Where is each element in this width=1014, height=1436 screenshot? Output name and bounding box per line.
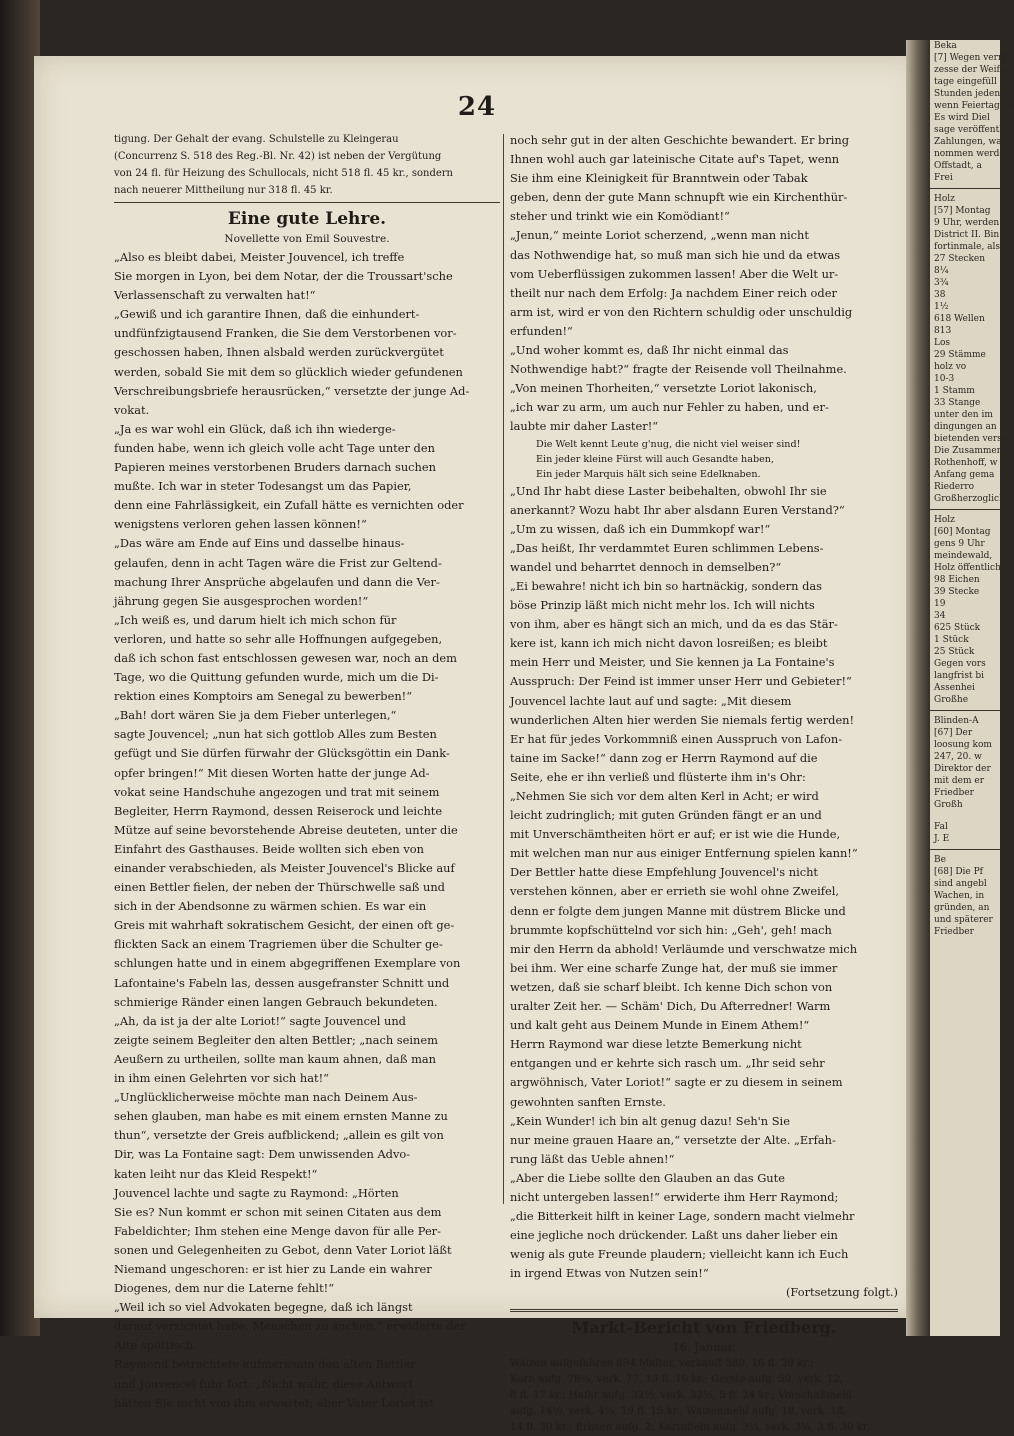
text-line: geschossen haben, Ihnen alsbald werden zurückvergütet [114, 345, 444, 360]
text-line: wunderlichen Alten hier werden Sie niemals fertig werden! [510, 712, 855, 727]
adjacent-page-line: Rothenhoff, w [934, 458, 998, 468]
adjacent-page-line: Riederro [934, 482, 975, 492]
adjacent-page-line: 39 Stecke [934, 587, 980, 597]
text-line: sagte Jouvencel; „nun hat sich gottlob Alles zum Besten [114, 727, 437, 742]
market-line: aufg. 14½, verk. 4½, 19 fl. 15 kr.; Waizenmehl aufg. 18, verk. 18, [510, 1405, 847, 1417]
adjacent-page-line: 19 [934, 599, 946, 609]
adjacent-page-line: nommen werde [934, 149, 1005, 159]
text-line: hätten Sie nicht von ihm erwartet; aber Vater Loriot ist [114, 1395, 434, 1410]
adjacent-page-line: Assenhei [934, 683, 975, 693]
adjacent-page-line: gens 9 Uhr [934, 539, 985, 549]
adjacent-page-line: Großhe [934, 695, 969, 705]
adjacent-page-line: loosung kom [934, 740, 992, 750]
text-line: Tage, wo die Quittung gefunden wurde, mich um die Di- [114, 670, 439, 685]
text-line: Mütze auf seine bevorstehende Abreise deuteten, unter die [114, 822, 458, 837]
adjacent-page-divider [930, 811, 1000, 821]
text-line: nur meine grauen Haare an,“ versetzte der Alte. „Erfah- [510, 1132, 836, 1147]
text-line: taine im Sacke!“ dann zog er Herrn Raymond auf die [510, 750, 818, 765]
market-report-text [510, 1356, 898, 1436]
text-line: entgangen und er kehrte sich rasch um. „Ihr seid sehr [510, 1056, 825, 1071]
text-line: „Und Ihr habt diese Laster beibehalten, obwohl Ihr sie [510, 483, 827, 498]
text-line: Einfahrt des Gasthauses. Beide wollten sich eben von [114, 841, 424, 856]
text-line: „Nehmen Sie sich vor dem alten Kerl in Acht; er wird [510, 789, 819, 803]
text-line: Er hat für jedes Vorkommniß einen Ausspruch von Lafon- [510, 731, 843, 746]
story-text-right [510, 131, 898, 437]
text-line: Dir, was La Fontaine sagt: Dem unwissenden Advo- [114, 1147, 411, 1162]
text-line: kere ist, kann ich mich nicht davon losreißen; es bleibt [510, 636, 828, 651]
text-line: anerkannt? Wozu habt Ihr aber alsdann Euren Verstand?“ [510, 502, 845, 517]
text-line: vokat seine Handschuhe angezogen und trat mit seinem [114, 784, 440, 799]
adjacent-page-line: 3¾ [934, 278, 949, 288]
text-line: und Jouvencel fuhr fort: „Nicht wahr, diese Antwort [114, 1376, 414, 1391]
text-line: sich in der Abendsonne zu wärmen schien. Es war ein [114, 899, 427, 914]
adjacent-page-line: holz vo [934, 362, 967, 372]
text-line: bei ihm. Wer eine scharfe Zunge hat, der muß sie immer [510, 960, 838, 975]
adjacent-page-line: 247, 20. w [934, 752, 982, 762]
market-line: Korn aufg. 78½, verk. 77, 13 fl. 16 kr.; Gerste aufg. 50, verk. 12, [510, 1373, 844, 1385]
adjacent-page-fragment [930, 40, 1014, 1336]
text-line: jährung gegen Sie ausgesprochen worden!“ [114, 593, 369, 608]
text-line: argwöhnisch, Vater Loriot!“ sagte er zu diesem in seinem [510, 1075, 843, 1090]
text-line: Verlassenschaft zu verwalten hat!“ [114, 288, 316, 303]
adjacent-page-divider [930, 509, 1000, 510]
adjacent-page-line: 38 [934, 290, 946, 300]
adjacent-page-line: sind angebl [934, 879, 987, 889]
text-line: zeigte seinem Begleiter den alten Bettler; „nach seinem [114, 1032, 438, 1047]
text-line: Lafontaine's Fabeln las, dessen ausgefranster Schnitt und [114, 975, 450, 990]
adjacent-page-line: 8¼ [934, 266, 949, 276]
text-line: steher und trinkt wie ein Komödiant!“ [510, 209, 730, 224]
adjacent-page-line: 33 Stange [934, 398, 981, 408]
text-line: „Und woher kommt es, daß Ihr nicht einmal das [510, 343, 789, 358]
column-divider [503, 134, 504, 1204]
adjacent-page-line: tage eingefüll [934, 77, 997, 87]
text-line: Ihnen wohl auch gar lateinische Citate auf's Tapet, wenn [510, 152, 840, 167]
notice-line: tigung. Der Gehalt der evang. Schulstelle zu Kleingerau [114, 134, 399, 145]
text-line: „Ich weiß es, und darum hielt ich mich schon für [114, 612, 397, 627]
text-line: wenigstens verloren gehen lassen können!“ [114, 517, 367, 532]
text-line: Verschreibungsbriefe herausrücken,“ versetzte der junge Ad- [114, 383, 470, 398]
text-line: arm ist, wird er von den Richtern schuldig oder unschuldig [510, 304, 853, 319]
adjacent-page-line: Holz [934, 515, 955, 525]
adjacent-page-line: meindewald, [934, 551, 993, 561]
adjacent-page-line: 625 Stück [934, 623, 981, 633]
text-line: „Aber die Liebe sollte den Glauben an das Gute [510, 1170, 785, 1185]
verse-line: Ein jeder kleine Fürst will auch Gesandte haben, [536, 453, 774, 465]
adjacent-page-divider [930, 710, 1000, 711]
adjacent-page-line: J. E [934, 834, 950, 844]
adjacent-page-line: fortinmale, als : [934, 242, 1006, 252]
text-line: Papieren meines verstorbenen Bruders darnach suchen [114, 460, 436, 475]
adjacent-page-line: 813 [934, 326, 952, 336]
adjacent-page-line: [7] Wegen verm [934, 53, 1007, 63]
text-line: werden, sobald Sie mit dem so glücklich wieder gefundenen [114, 364, 463, 379]
text-line: Raymond betrachtete aufmerksam den alten Bettler [114, 1357, 416, 1372]
text-line: noch sehr gut in der alten Geschichte bewandert. Er bring [510, 133, 850, 147]
adjacent-page-line: 27 Stecken [934, 254, 986, 264]
verse-block [510, 437, 898, 482]
text-line: flickten Sack an einem Tragriemen über die Schulter ge- [114, 937, 443, 952]
notice-line: nach neuerer Mittheilung nur 318 fl. 45 kr. [114, 185, 333, 196]
adjacent-page-line: Fal [934, 822, 948, 832]
text-line: „Ei bewahre! nicht ich bin so hartnäckig, sondern das [510, 578, 822, 593]
text-line: Diogenes, dem nur die Laterne fehlt!“ [114, 1281, 335, 1296]
market-line: 14 fl. 30 kr.; Erbsen aufg. 2; Kartoffeln aufg. 3¼, verk. 3¼, 3 fl. 30 kr. [510, 1421, 870, 1433]
text-line: Nothwendige habt?“ fragte der Reisende voll Theilnahme. [510, 362, 847, 377]
adjacent-page-line: District II. Bin [934, 230, 1000, 240]
adjacent-page-line: mit dem er [934, 776, 985, 786]
adjacent-page-line: Direktor der [934, 764, 991, 774]
text-line: opfer bringen!“ Mit diesen Worten hatte der junge Ad- [114, 765, 430, 780]
adjacent-page-line: Gegen vors [934, 659, 986, 669]
text-line: „Also es bleibt dabei, Meister Jouvencel, ich treffe [114, 250, 405, 264]
right-column [510, 131, 898, 1436]
adjacent-page-line: Los [934, 338, 951, 348]
text-line: mein Herr und Meister, und Sie kennen ja La Fontaine's [510, 655, 835, 670]
text-line: verstehen können, aber er errieth sie wohl ohne Zweifel, [510, 884, 840, 899]
text-line: mir den Herrn da abhold! Verläumde und verschwatze mich [510, 941, 858, 956]
adjacent-page-line: Holz [934, 194, 955, 204]
adjacent-page-line: 1 Stamm [934, 386, 975, 396]
text-line: „Um zu wissen, daß ich ein Dummkopf war!“ [510, 521, 771, 536]
text-line: in irgend Etwas von Nutzen sein!“ [510, 1266, 709, 1281]
newspaper-page [34, 56, 920, 1433]
text-line: uralter Zeit her. — Schäm' Dich, Du Afterredner! Warm [510, 999, 831, 1014]
adjacent-page-line: 98 Eichen [934, 575, 980, 585]
text-line: sehen glauben, man habe es mit einem ernsten Manne zu [114, 1109, 448, 1124]
text-line: Ausspruch: Der Feind ist immer unser Herr und Gebieter!“ [510, 674, 852, 689]
text-line: „Von meinen Thorheiten,“ versetzte Loriot lakonisch, [510, 381, 817, 396]
text-line: eine jegliche noch drückender. Laßt uns daher lieber ein [510, 1228, 838, 1243]
adjacent-page-line: Friedber [934, 927, 974, 937]
text-line: vom Ueberflüssigen zukommen lassen! Aber die Welt ur- [510, 266, 839, 281]
text-line: vokat. [114, 402, 150, 417]
adjacent-page-line: dingungen an [934, 422, 997, 432]
text-line: Jouvencel lachte laut auf und sagte: „Mit diesem [510, 693, 792, 708]
text-line: nicht untergeben lassen!“ erwiderte ihm Herr Raymond; [510, 1189, 839, 1204]
market-report-title: Markt-Bericht von Friedberg. [571, 1317, 837, 1337]
text-line: Sie morgen in Lyon, bei dem Notar, der die Troussart'sche [114, 269, 453, 284]
page-gutter [906, 40, 932, 1336]
text-line: Seite, ehe er ihn verließ und flüsterte ihm in's Ohr: [510, 769, 806, 784]
text-line: schlungen hatte und in einem abgegriffenen Exemplare von [114, 956, 461, 971]
adjacent-page-line: [57] Montag [934, 206, 991, 216]
text-line: einander verabschieden, als Meister Jouvencel's Blicke auf [114, 861, 455, 875]
text-line: daß ich schon fast entschlossen gewesen war, noch an dem [114, 650, 457, 665]
notice-paragraph [114, 131, 500, 199]
adjacent-page-line: Holz öffentlich [934, 563, 1001, 573]
adjacent-page-line: und späterer [934, 915, 993, 925]
story-text-left [114, 248, 500, 1413]
text-line: „Weil ich so viel Advokaten begegne, daß ich längst [114, 1300, 413, 1315]
adjacent-page-line: [67] Der [934, 728, 973, 738]
text-line: erfunden!“ [510, 323, 573, 338]
text-line: Greis mit wahrhaft sokratischem Gesicht, der einen oft ge- [114, 918, 455, 933]
adjacent-page-line: Es wird Diel [934, 113, 990, 123]
adjacent-page-line: [60] Montag [934, 527, 991, 537]
text-line: mit Unverschämtheiten hört er auf; er ist wie die Hunde, [510, 827, 841, 842]
adjacent-page-line: zesse der Weifel [934, 65, 1008, 75]
notice-line: von 24 fl. für Heizung des Schullocals, nicht 518 fl. 45 kr., sondern [114, 168, 453, 179]
adjacent-page-line: Be [934, 855, 946, 865]
text-line: böse Prinzip läßt mich nicht mehr los. Ich will nichts [510, 598, 815, 613]
text-line: „ich war zu arm, um auch nur Fehler zu haben, und er- [510, 400, 829, 415]
adjacent-page-divider [930, 188, 1000, 189]
text-line: Alte spöttisch. [114, 1338, 197, 1353]
text-line: wandel und beharrtet dennoch in demselben?“ [510, 559, 782, 574]
text-line: „Das wäre am Ende auf Eins und dasselbe hinaus- [114, 536, 405, 551]
adjacent-page-line: 618 Wellen [934, 314, 985, 324]
adjacent-page-line: Die Zusammenk [934, 446, 1008, 456]
adjacent-page-line: langfrist bi [934, 671, 985, 681]
text-line: Aeußern zu urtheilen, sollte man kaum ahnen, daß man [114, 1051, 437, 1066]
text-line: in ihm einen Gelehrten vor sich hat!“ [114, 1071, 329, 1086]
text-line: gelaufen, denn in acht Tagen wäre die Frist zur Geltend- [114, 555, 442, 570]
text-line: geben, denn der gute Mann schnupft wie ein Kirchenthür- [510, 190, 848, 205]
text-line: „Kein Wunder! ich bin alt genug dazu! Seh'n Sie [510, 1113, 790, 1128]
notice-line: (Concurrenz S. 518 des Reg.-Bl. Nr. 42) ist neben der Vergütung [114, 151, 442, 162]
left-column [114, 131, 500, 1413]
continuation-note: (Fortsetzung folgt.) [785, 1285, 898, 1300]
text-line: einen Bettler fielen, der neben der Thürschwelle saß und [114, 880, 445, 895]
text-line: sonen und Gelegenheiten zu Gebot, denn Vater Loriot läßt [114, 1242, 452, 1257]
text-line: denn er folgte dem jungen Manne mit düstrem Blicke und [510, 903, 846, 918]
section-divider [114, 202, 500, 203]
text-line: katen leiht nur das Kleid Respekt!“ [114, 1166, 318, 1181]
adjacent-page-line: Stunden jeden T [934, 89, 1009, 99]
adjacent-page-divider [930, 849, 1000, 850]
text-line: das Nothwendige hat, so muß man sich hie und da etwas [510, 247, 841, 262]
text-line: brummte kopfschüttelnd vor sich hin: „Geh', geh! mach [510, 922, 832, 937]
text-line: laubte mir daher Laster!“ [510, 419, 659, 434]
text-line: Niemand ungeschoren: er ist hier zu Lande ein wahrer [114, 1261, 432, 1276]
text-line: wenig als gute Freunde plaudern; vielleicht kann ich Euch [510, 1247, 849, 1262]
adjacent-page-line: 29 Stämme [934, 350, 986, 360]
text-line: gewohnten sanften Ernste. [510, 1094, 666, 1109]
adjacent-page-line: Frei [934, 173, 953, 183]
verse-line: Ein jeder Marquis hält sich seine Edelknaben. [536, 468, 761, 480]
adjacent-page-line: Großh [934, 800, 963, 810]
adjacent-page-line: 25 Stück [934, 647, 975, 657]
text-line: Begleiter, Herrn Raymond, dessen Reiserock und leichte [114, 803, 443, 818]
text-line: mußte. Ich war in steter Todesangst um das Papier, [114, 479, 412, 494]
adjacent-page-line: sage veröffentl [934, 125, 1003, 135]
text-line: rektion eines Komptoirs am Senegal zu bewerben!“ [114, 689, 413, 704]
text-line: theilt nur nach dem Erfolg: Ja nachdem Einer reich oder [510, 285, 837, 300]
continuation-line [510, 1283, 898, 1302]
adjacent-page-line: unter den im [934, 410, 993, 420]
adjacent-page-line: bietenden verste [934, 434, 1011, 444]
adjacent-page-line: gründen, an [934, 903, 990, 913]
text-line: „Ah, da ist ja der alte Loriot!“ sagte Jouvencel und [114, 1013, 406, 1028]
text-line: Jouvencel lachte und sagte zu Raymond: „Hörten [114, 1185, 399, 1200]
text-line: „Gewiß und ich garantire Ihnen, daß die einhundert- [114, 307, 420, 322]
adjacent-page-line: Beka [934, 41, 957, 51]
adjacent-page-line: 1½ [934, 302, 949, 312]
adjacent-page-line: Großherzoglich [934, 494, 1005, 504]
market-line: Waizen aufgefahren 694 Malter, verkauft 589, 16 fl. 39 kr.; [510, 1357, 814, 1369]
text-line: funden habe, wenn ich gleich volle acht Tage unter den [114, 440, 435, 455]
text-line: „Ja es war wohl ein Glück, daß ich ihn wiederge- [114, 421, 396, 436]
text-line: gefügt und Sie dürfen fürwahr der Glücksgöttin ein Dank- [114, 746, 450, 761]
adjacent-page-line: wenn Feiertag fäl [934, 101, 1014, 111]
text-line: verloren, und hatte so sehr alle Hoffnungen aufgegeben, [114, 631, 443, 646]
adjacent-page-line: 34 [934, 611, 946, 621]
adjacent-page-line: [68] Die Pf [934, 867, 984, 877]
text-line: machung Ihrer Ansprüche abgelaufen und dann die Ver- [114, 574, 440, 589]
text-line: Fabeldichter; Ihm stehen eine Menge davon für alle Per- [114, 1223, 441, 1238]
text-line: von ihm, aber es hängt sich an mich, und da es das Stär- [510, 617, 838, 632]
adjacent-page-line: Offstadt, a [934, 161, 982, 171]
verse-line: Die Welt kennt Leute g'nug, die nicht viel weiser sind! [536, 438, 801, 450]
story-subtitle: Novellette von Emil Souvestre. [224, 233, 390, 245]
text-line: wetzen, daß sie scharf bleibt. Ich kenne Dich schon von [510, 979, 833, 994]
adjacent-page-line: Friedber [934, 788, 974, 798]
adjacent-page-line: Blinden-A [934, 716, 979, 726]
adjacent-page-line: 10-3 [934, 374, 955, 384]
text-line: denn eine Fahrlässigkeit, ein Zufall hätte es vernichten oder [114, 498, 464, 513]
page-number: 24 [457, 92, 497, 122]
text-line: Herrn Raymond war diese letzte Bemerkung nicht [510, 1037, 802, 1052]
text-line: „Unglücklicherweise möchte man nach Deinem Aus- [114, 1090, 418, 1105]
text-line: „die Bitterkeit hilft in keiner Lage, sondern macht vielmehr [510, 1209, 855, 1224]
text-line: Sie es? Nun kommt er schon mit seinen Citaten aus dem [114, 1204, 442, 1219]
text-line: Der Bettler hatte diese Empfehlung Jouvencel's nicht [510, 865, 819, 880]
text-line: darauf verzichtet habe, Menschen zu suchen,“ erwiderte der [114, 1319, 466, 1334]
adjacent-page-line: Anfang gema [934, 470, 995, 480]
text-line: thun“, versetzte der Greis aufblickend; „allein es gilt von [114, 1128, 444, 1143]
text-line: „Das heißt, Ihr verdammtet Euren schlimmen Lebens- [510, 540, 824, 555]
adjacent-page-line: 9 Uhr, werden [934, 218, 1000, 228]
text-line: „Jenun,“ meinte Loriot scherzend, „wenn man nicht [510, 228, 809, 243]
text-line: undfünfzigtausend Franken, die Sie dem Verstorbenen vor- [114, 326, 457, 341]
text-line: „Bah! dort wären Sie ja dem Fieber unterlegen,“ [114, 708, 397, 723]
story-text-right-continued [510, 482, 898, 1284]
text-line: Sie ihm eine Kleinigkeit für Branntwein oder Tabak [510, 171, 808, 186]
text-line: rung läßt das Ueble ahnen!“ [510, 1151, 675, 1166]
market-divider [510, 1309, 898, 1312]
text-line: schmierige Ränder einen langen Gebrauch bekundeten. [114, 994, 438, 1009]
market-report-date: 16. Januar. [672, 1339, 736, 1354]
text-line: leicht zudringlich; mit guten Gründen fängt er an und [510, 808, 822, 823]
adjacent-page-line: Zahlungen, wa [934, 137, 1002, 147]
story-title: Eine gute Lehre. [227, 209, 387, 229]
market-line: 8 fl. 17 kr.; Hafer aufg. 32½, verk. 32½, 5 fl. 24 kr.; Vorschußmehl [510, 1389, 853, 1401]
adjacent-page-line: Wachen, in [934, 891, 985, 901]
text-line: und kalt geht aus Deinem Munde in Einem Athem!“ [510, 1018, 810, 1033]
text-line: mit welchen man nur aus einiger Entfernung spielen kann!“ [510, 846, 858, 861]
adjacent-page-line: 1 Stück [934, 635, 969, 645]
